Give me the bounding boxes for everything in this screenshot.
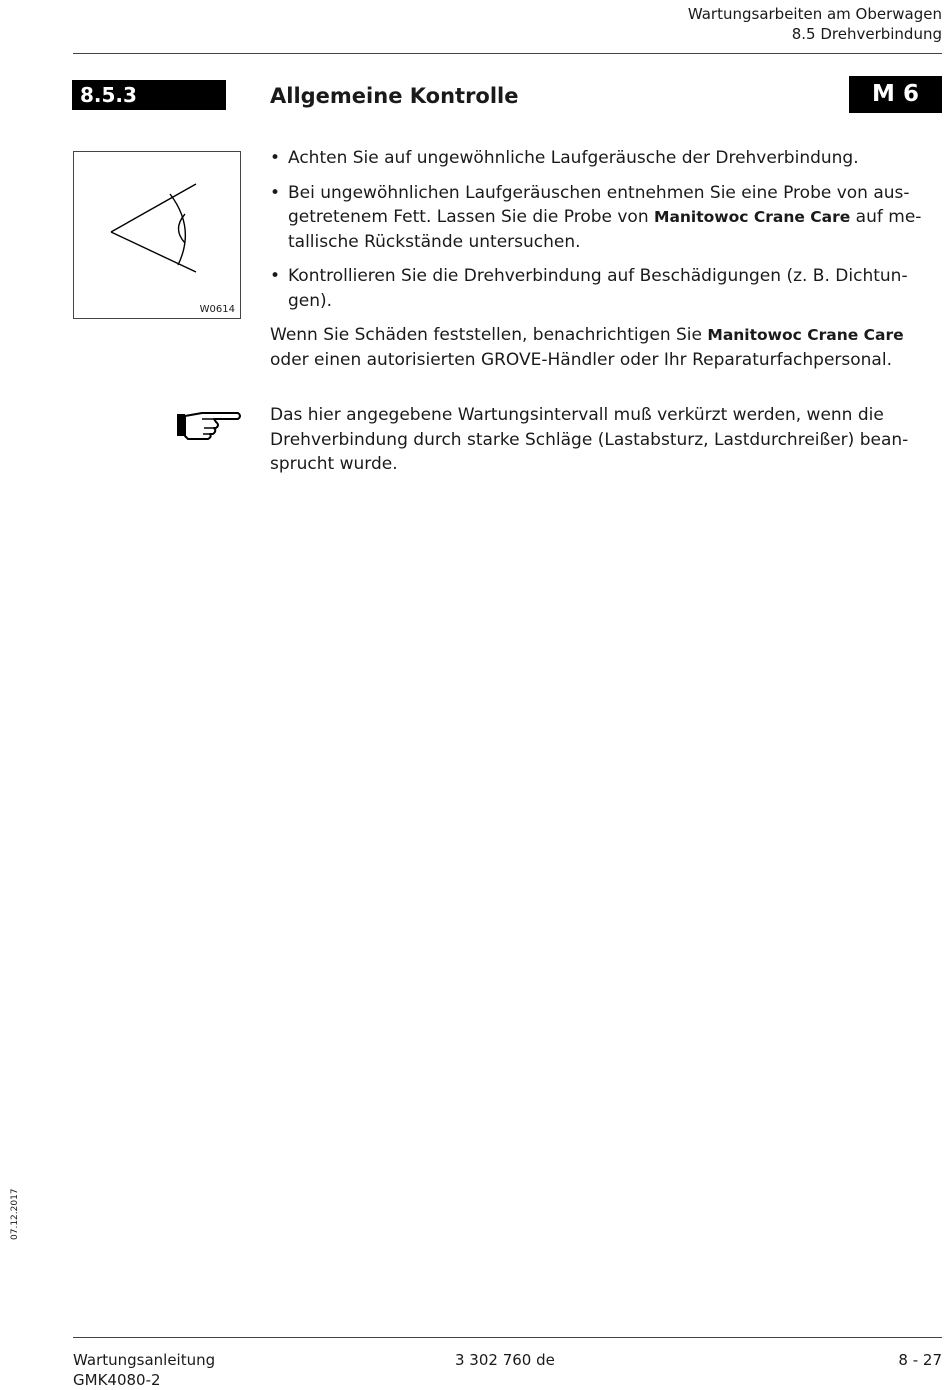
page-header: [688, 4, 942, 44]
pointing-hand-icon: [176, 408, 242, 442]
page-number: 8 - 27: [898, 1351, 942, 1369]
note-text: Das hier angegebene Wartungsintervall muß verkürzt werden, wenn die Drehverbindung durch starke Schläge (Lastabsturz, Lastdurchreißer) beansprucht wurde.: [270, 405, 909, 474]
maintenance-interval-badge: M 6: [849, 76, 942, 113]
damage-paragraph: Wenn Sie Schäden feststellen, benachrichtigen Sie Manitowoc Crane Care oder einen autorisierten GROVE-Händler oder Ihr Reparaturfachpersonal.: [270, 325, 904, 370]
instruction-list: [270, 146, 942, 313]
print-date: 07.12.2017: [10, 1188, 20, 1240]
header-chapter: Wartungsarbeiten am Oberwagen: [687, 5, 942, 23]
list-item: • Kontrollieren Sie die Drehverbindung auf Beschädigungen (z. B. Dichtungen).: [270, 264, 942, 313]
header-divider: [73, 53, 942, 54]
inspection-figure: [73, 151, 241, 319]
figure-code: W0614: [199, 304, 235, 315]
section-title: Allgemeine Kontrolle: [270, 84, 519, 108]
footer-divider: [73, 1337, 942, 1338]
footer-doc-title: Wartungsanleitung: [73, 1351, 216, 1369]
section-number: 8.5.3: [72, 80, 226, 110]
footer-document: [73, 1350, 215, 1390]
list-item: • Achten Sie auf ungewöhnliche Laufgeräusche der Drehverbindung.: [270, 146, 942, 171]
header-section: 8.5 Drehverbindung: [791, 25, 942, 43]
footer-model: GMK4080-2: [73, 1371, 161, 1389]
eye-icon: [74, 152, 240, 318]
main-content: [270, 146, 942, 372]
footer-doc-number: 3 302 760 de: [455, 1351, 555, 1369]
brand-name: Manitowoc Crane Care: [654, 208, 851, 226]
brand-name: Manitowoc Crane Care: [707, 326, 904, 344]
list-item: • Bei ungewöhnlichen Laufgeräuschen entnehmen Sie eine Probe von ausgetretenem Fett. Lassen Sie die Probe von Manitowoc Crane Care auf metallische Rückstände untersuchen.: [270, 181, 942, 255]
